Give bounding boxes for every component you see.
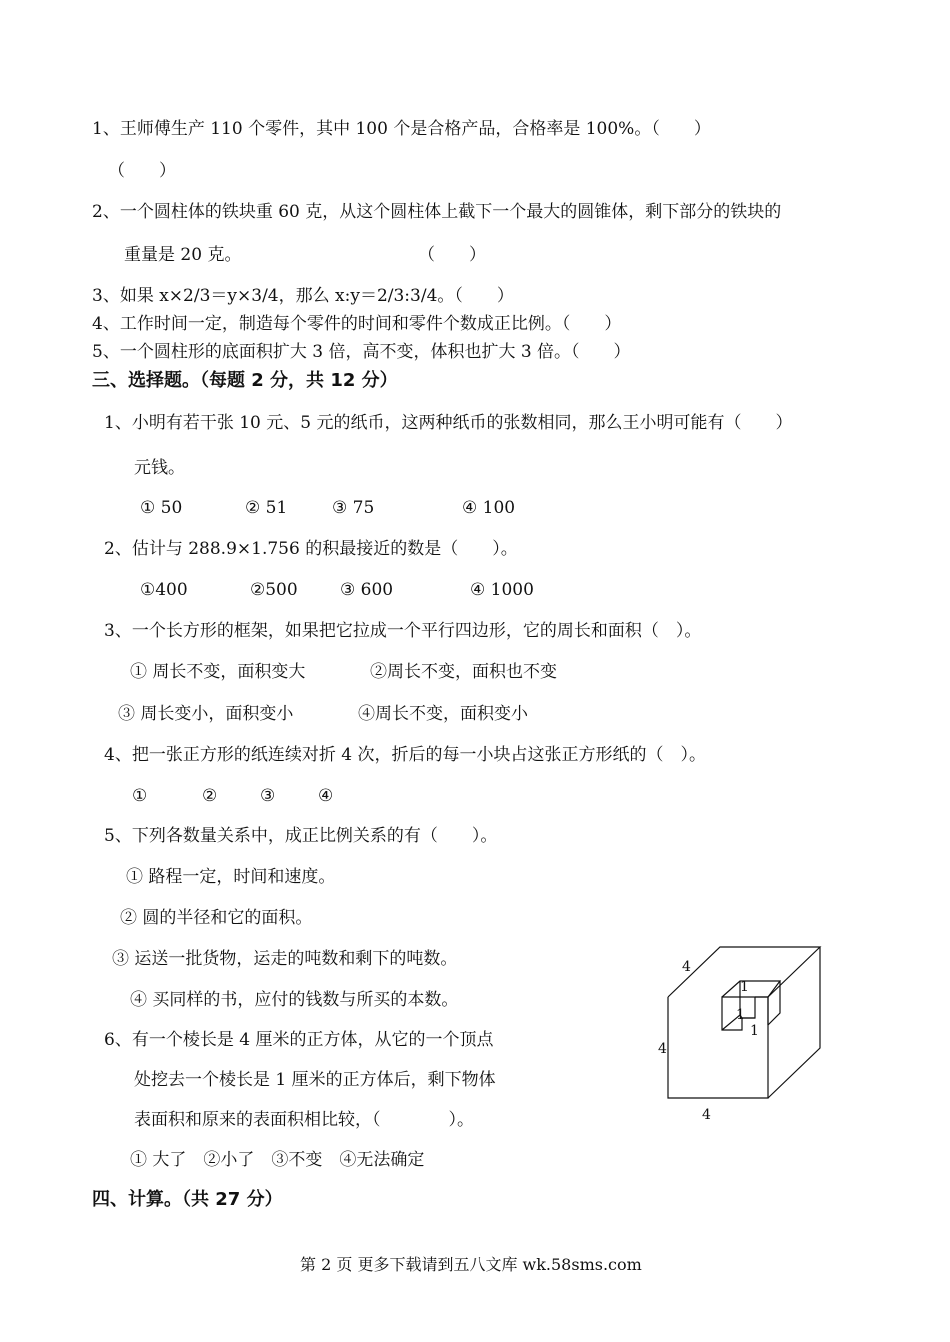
choice-5-option-c: ③ 运送一批货物，运走的吨数和剩下的吨数。	[112, 949, 458, 969]
choice-4-option-d: ④	[318, 786, 334, 806]
judge-question-2-line2: 重量是 20 克。	[124, 245, 242, 265]
judge-question-2-line1: 2、一个圆柱体的铁块重 60 克，从这个圆柱体上截下一个最大的圆锥体，剩下部分的铁块的	[92, 202, 782, 222]
cube-label-small-c: 1	[750, 1023, 759, 1039]
choice-question-2: 2、估计与 288.9×1.756 的积最接近的数是（ ）。	[104, 539, 518, 559]
choice-1-option-a: ① 50	[140, 498, 183, 518]
choice-question-4: 4、把一张正方形的纸连续对折 4 次，折后的每一小块占这张正方形纸的（ ）。	[104, 745, 706, 765]
choice-3-option-b: ②周长不变，面积也不变	[370, 662, 557, 682]
choice-2-option-a: ①400	[140, 580, 188, 600]
cube-right-edge	[768, 947, 820, 1098]
cube-label-small-a: 1	[740, 979, 749, 995]
choice-question-3: 3、一个长方形的框架，如果把它拉成一个平行四边形，它的周长和面积（ ）。	[104, 621, 702, 641]
choice-1-option-c: ③ 75	[332, 498, 375, 518]
choice-question-1-line1: 1、小明有若干张 10 元、5 元的纸币，这两种纸币的张数相同，那么王小明可能有（ ）	[104, 413, 793, 433]
cube-label-top: 4	[682, 959, 691, 975]
choice-2-option-d: ④ 1000	[470, 580, 534, 600]
cube-front-face	[668, 997, 768, 1098]
choice-4-option-b: ②	[202, 786, 218, 806]
judge-question-4: 4、工作时间一定，制造每个零件的时间和零件个数成正比例。（ ）	[92, 314, 622, 334]
cube-figure	[650, 945, 835, 1130]
choice-question-5: 5、下列各数量关系中，成正比例关系的有（ ）。	[104, 826, 498, 846]
judge-question-1: 1、王师傅生产 110 个零件，其中 100 个是合格产品，合格率是 100%。（ ）	[92, 119, 711, 139]
choice-1-option-d: ④ 100	[462, 498, 516, 518]
choice-4-option-c: ③	[260, 786, 276, 806]
cube-label-small-b: 1	[736, 1007, 745, 1023]
section-3-title: 三、选择题。（每题 2 分，共 12 分）	[92, 370, 398, 391]
choice-question-6-line2: 处挖去一个棱长是 1 厘米的正方体后，剩下物体	[134, 1070, 496, 1090]
section-4-title: 四、计算。（共 27 分）	[92, 1189, 283, 1210]
choice-5-option-b: ② 圆的半径和它的面积。	[120, 908, 313, 928]
cube-label-left: 4	[658, 1041, 667, 1057]
judge-question-1-extra: （ ）	[108, 161, 176, 181]
judge-question-3: 3、如果 x×2/3＝y×3/4，那么 x:y＝2/3:3/4。（ ）	[92, 286, 514, 306]
choice-4-option-a: ①	[132, 786, 148, 806]
choice-5-option-a: ① 路程一定，时间和速度。	[126, 867, 336, 887]
judge-question-5: 5、一个圆柱形的底面积扩大 3 倍，高不变，体积也扩大 3 倍。（ ）	[92, 342, 631, 362]
choice-3-option-c: ③ 周长变小，面积变小	[118, 704, 294, 724]
choice-question-6-line3: 表面积和原来的表面积相比较，（ ）。	[134, 1110, 474, 1130]
choice-3-option-d: ④周长不变，面积变小	[358, 704, 528, 724]
choice-2-option-c: ③ 600	[340, 580, 394, 600]
choice-2-option-b: ②500	[250, 580, 298, 600]
cube-label-bottom: 4	[702, 1107, 711, 1123]
choice-3-option-a: ① 周长不变，面积变大	[130, 662, 306, 682]
choice-question-6-line1: 6、有一个棱长是 4 厘米的正方体，从它的一个顶点	[104, 1030, 494, 1050]
choice-question-1-line2: 元钱。	[134, 458, 185, 478]
page-footer: 第 2 页 更多下载请到五八文库 wk.58sms.com	[300, 1255, 642, 1274]
choice-1-option-b: ② 51	[245, 498, 288, 518]
choice-6-options: ① 大了 ②小了 ③不变 ④无法确定	[130, 1150, 425, 1170]
choice-5-option-d: ④ 买同样的书，应付的钱数与所买的本数。	[130, 990, 459, 1010]
judge-question-2-paren: （ ）	[418, 245, 486, 265]
